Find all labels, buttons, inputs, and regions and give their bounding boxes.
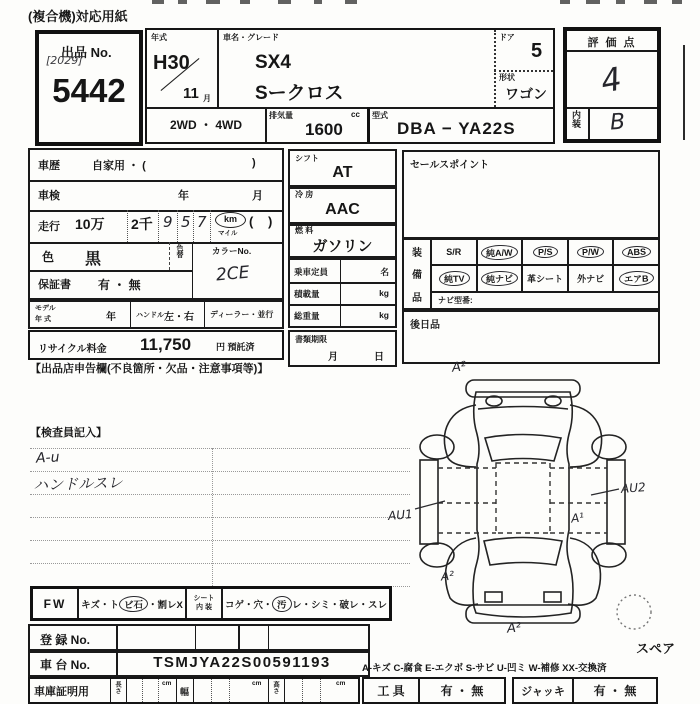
seats-unit: 名 (380, 267, 389, 277)
model-year-row (28, 300, 284, 329)
garage-height-unit: cm (336, 680, 346, 687)
divider (367, 107, 370, 142)
recycle-unit: 円 預託済 (216, 342, 255, 352)
mileage-sen: 2千 (131, 216, 153, 232)
fuel-value: ガソリン (312, 238, 373, 255)
displacement-unit: cc (351, 110, 360, 119)
divider (320, 679, 321, 702)
registration-label: 登 録 No. (40, 633, 90, 647)
equipment-item: 純ナビ (481, 270, 519, 286)
seat-interior-label (187, 589, 223, 618)
garage-height-label: 高さ (272, 681, 279, 694)
divider (217, 30, 219, 107)
equipment-cell (432, 240, 476, 264)
ruled-line (30, 494, 410, 495)
recycle-fee-box (28, 330, 284, 360)
equipment-grid (432, 240, 658, 308)
color-label: 色 (42, 250, 55, 264)
equipment-table (402, 238, 660, 310)
model-code-label: 型式 (372, 111, 388, 120)
mileage-digit-3: 7 (197, 213, 207, 231)
divider (192, 242, 193, 298)
car-history-label: 車歴 (38, 160, 60, 172)
equipment-item: エアB (619, 270, 654, 286)
chassis-label: 車 台 No. (40, 658, 90, 672)
gross-label: 総重量 (294, 311, 320, 321)
shift-box (288, 149, 397, 189)
jack-label: ジャッキ (514, 679, 574, 702)
seat-damage-text (223, 589, 389, 618)
equipment-cell (476, 266, 522, 291)
seat-text-circled: 汚 (272, 595, 292, 612)
car-name: SX4 (255, 52, 291, 73)
divider (290, 304, 395, 306)
mileage-digit-2: 5 (181, 213, 191, 231)
documents-day: 日 (374, 352, 384, 363)
nav-model-row (432, 291, 658, 308)
damage-mark-bottom: A² (506, 620, 522, 637)
seats-label: 乗車定員 (294, 267, 329, 277)
paper-note: (複合機)対応用紙 (28, 9, 128, 24)
body-value: ワゴン (505, 86, 547, 102)
divider (30, 270, 192, 272)
fw-damage-box (30, 586, 392, 621)
garage-label: 車庫証明用 (34, 686, 89, 698)
lot-number-value: 5442 (52, 72, 126, 109)
fuel-label: 燃 料 (295, 226, 314, 235)
divider (238, 626, 240, 651)
year-label: 年式 (151, 33, 167, 42)
vehicle-header-table (145, 28, 555, 144)
ruled-line (30, 540, 410, 541)
divider (284, 679, 285, 702)
history-table (28, 148, 284, 300)
lot-number-box (35, 30, 143, 146)
equipment-row-2 (432, 264, 658, 291)
equipment-item: P/W (577, 246, 604, 259)
inspector-note-1: A-u (35, 449, 60, 467)
damage-mark-left: AU1 (387, 506, 414, 524)
gross-unit: kg (379, 310, 389, 320)
garage-width-unit: cm (252, 680, 262, 687)
displacement-label: 排気量 (269, 111, 293, 120)
mileage-label: 走行 (38, 221, 60, 233)
damage-mark-mid: A¹ (570, 510, 585, 526)
ruled-divider (212, 448, 213, 586)
divider (158, 210, 159, 242)
recycle-label: リサイクル料金 (38, 344, 107, 355)
divider (193, 210, 194, 242)
inspection-month: 月 (252, 190, 263, 202)
equipment-item: P/S (533, 246, 558, 259)
documents-month: 月 (328, 352, 338, 363)
tools-label: 工 具 (364, 679, 420, 702)
recycle-amount: 11,750 (140, 335, 192, 354)
handle-value: 左・右 (164, 312, 194, 323)
equipment-item: 外ナビ (577, 274, 605, 284)
name-label: 車名・グレード (223, 33, 279, 42)
scan-edge-artifact (683, 45, 685, 140)
color-no-label: カラーNo. (212, 246, 252, 256)
sales-point-label: セールスポイント (410, 160, 490, 171)
model-year-label-1: モデル (35, 305, 56, 312)
seat-text-pre: コゲ・穴・ (224, 599, 273, 611)
damage-mark-right: AU2 (620, 480, 647, 496)
inspector-note-2: ハンドルスレ (32, 473, 123, 495)
handle-label: ハンドル (136, 312, 164, 319)
grade-score: 4 (597, 59, 625, 101)
capacity-table (288, 258, 397, 328)
divider (158, 679, 159, 702)
declaration-heading: 【出品店申告欄(不良箇所・欠品・注意事項等)】 (30, 363, 269, 375)
shift-value: AT (332, 164, 353, 181)
fw-text-circled: ビ石 (119, 595, 149, 612)
equipment-item: 革シート (526, 274, 563, 284)
mileage-paren-open: ( (249, 214, 254, 229)
interior-score: B (609, 109, 626, 136)
ac-box (288, 185, 397, 226)
equipment-item: ABS (621, 245, 650, 258)
chassis-row (28, 649, 370, 677)
door-value: 5 (531, 40, 543, 62)
divider (567, 50, 657, 52)
year-era: H30 (153, 52, 190, 74)
mileage-digit-1: 9 (163, 213, 173, 231)
divider (176, 679, 177, 702)
equipment-label-char: 品 (412, 293, 422, 305)
garage-length-unit: cm (162, 680, 172, 687)
equipment-item: S/R (446, 247, 462, 257)
spare-tire-circle (617, 595, 651, 629)
divider (30, 242, 282, 244)
damage-legend: A-キズ C-腐食 E-エクボ S-サビ U-凹ミ W-補修 XX-交換済 (362, 663, 607, 674)
load-unit: kg (379, 288, 389, 298)
divider (290, 282, 395, 284)
equipment-label-col (404, 240, 432, 308)
color-no-value: 2CE (215, 262, 251, 286)
divider (130, 302, 131, 327)
damage-mark-top: A² (451, 359, 467, 376)
inspection-year: 年 (178, 190, 189, 202)
divider (268, 626, 269, 651)
model-code-value: DBA − YA22S (397, 119, 516, 138)
divider (30, 210, 282, 212)
fw-text-post: ・割レX (147, 599, 183, 611)
divider (110, 679, 111, 702)
equipment-label-char: 備 (412, 270, 422, 282)
spare-label: スペア (636, 641, 676, 656)
tools-value: 有 ・ 無 (440, 684, 484, 698)
equipment-cell (567, 266, 613, 291)
mileage-paren-close: ) (268, 214, 273, 229)
divider (211, 679, 212, 702)
divider (265, 107, 267, 142)
model-year-label-2: 年 式 (35, 316, 51, 323)
fw-label: FW (33, 589, 79, 618)
ac-value: AAC (325, 201, 360, 218)
color-change-label: 色替 (176, 244, 183, 258)
garage-length-label: 長さ (114, 681, 121, 694)
divider (169, 242, 170, 270)
seat-label-line1: シート (193, 595, 215, 603)
divider (567, 107, 657, 109)
equipment-cell (521, 240, 567, 264)
damage-mark-rear-left: A² (440, 568, 455, 584)
documents-label: 書類期限 (295, 335, 327, 344)
displacement-value: 1600 (305, 120, 343, 139)
seat-text-post: レ・シミ・破レ・スレ (292, 599, 388, 611)
car-diagram (388, 362, 700, 657)
fuel-box (288, 222, 397, 258)
equipment-cell (521, 266, 567, 291)
shift-label: シフト (295, 154, 319, 163)
ruled-line (30, 448, 410, 449)
equipment-cell (612, 266, 658, 291)
later-items-box (402, 310, 660, 364)
fw-text-pre: キズ・ト (81, 599, 119, 611)
documents-box (288, 330, 397, 367)
mileage-man: 10万 (75, 216, 105, 232)
car-outline-svg (388, 362, 700, 657)
divider (494, 30, 496, 107)
equipment-cell (567, 240, 613, 264)
divider (177, 210, 178, 242)
ruled-line (30, 563, 410, 564)
car-history-value: 自家用 ・ ( (92, 160, 146, 172)
equipment-cell (432, 266, 476, 291)
ac-label: 冷 房 (295, 190, 314, 199)
grade-box (563, 27, 661, 143)
interior-label: 内装 (571, 110, 581, 128)
dealer-value: ディーラー・並行 (210, 310, 274, 319)
body-label: 形状 (499, 73, 515, 82)
divider (302, 679, 303, 702)
equipment-cell (476, 240, 522, 264)
inspection-label: 車検 (38, 190, 60, 202)
door-label: ドア (499, 33, 515, 42)
divider (127, 210, 128, 242)
fw-damage-text (79, 589, 187, 618)
warranty-label: 保証書 (38, 279, 71, 291)
equipment-cell (612, 240, 658, 264)
month-suffix: 月 (203, 94, 211, 103)
divider (210, 210, 211, 242)
garage-width-label: 幅 (180, 687, 190, 697)
divider (229, 679, 230, 702)
divider (30, 180, 282, 182)
drive-value: 2WD ・ 4WD (169, 118, 242, 132)
lot-stamp: [2029] (46, 54, 83, 67)
equipment-item: 純TV (438, 270, 469, 286)
km-unit-oval: km (215, 212, 246, 228)
chassis-number: TSMJYA22S00591193 (153, 654, 331, 671)
ruled-line (30, 517, 410, 518)
drive-cell (147, 107, 265, 142)
jack-value: 有 ・ 無 (593, 684, 637, 698)
model-year-unit: 年 (106, 312, 116, 323)
car-grade: Sークロス (255, 83, 344, 104)
divider (268, 679, 269, 702)
divider (195, 626, 196, 651)
color-value: 黒 (85, 251, 102, 268)
divider (126, 679, 127, 702)
car-history-paren: ) (252, 157, 256, 169)
warranty-value: 有 ・ 無 (98, 278, 141, 292)
nav-model-label: ナビ型番: (438, 296, 473, 305)
grade-title: 評 価 点 (587, 37, 637, 49)
equipment-row-1 (432, 240, 658, 264)
equipment-item: 純A/W (481, 244, 518, 260)
divider (142, 679, 143, 702)
divider (340, 260, 341, 326)
divider (116, 626, 118, 651)
divider (193, 679, 194, 702)
year-month: 11 (183, 85, 199, 102)
divider (204, 302, 205, 327)
later-items-label: 後日品 (410, 320, 440, 331)
sales-point-box (402, 150, 660, 239)
lot-number-label: 出品 No. (61, 45, 112, 60)
equipment-label-char: 装 (412, 247, 422, 259)
mile-unit: マイル (218, 230, 238, 237)
inspector-heading: 【検査員記入】 (30, 427, 107, 439)
divider (588, 107, 590, 139)
load-label: 積載量 (294, 289, 320, 299)
seat-label-line2: 内 装 (196, 603, 212, 611)
